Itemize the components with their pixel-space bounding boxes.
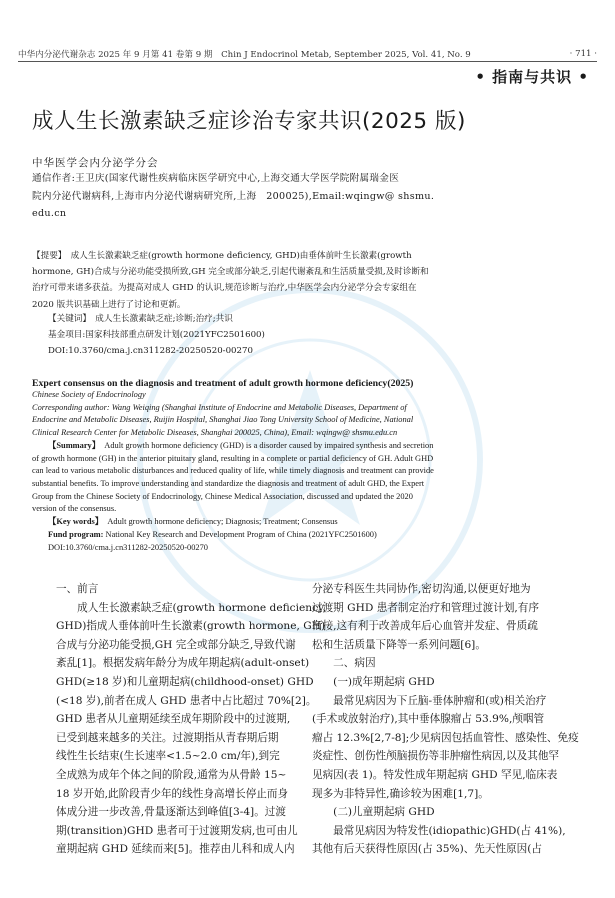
text-line: 最常见病因为特发性(idiopathic)GHD(占 41%), [312,824,566,837]
english-doi: DOI:10.3760/cma.j.cn311282-20250520-00270 [48,542,208,552]
fund-label: Fund program: [48,529,104,539]
text-line: 合成与分泌功能受损,GH 完全或部分缺乏,导致代谢 [56,638,296,651]
text-line: version of the consensus. [32,504,117,514]
summary-first-line [48,440,588,453]
text-line: 线性生长结束(生长速率<1.5~2.0 cm/年),到完 [56,750,280,763]
page-number: · 711 · [569,49,597,59]
english-title: Expert consensus on the diagnosis and treatment of adult growth hormone deficiency(2025) [32,378,414,389]
text-line: of growth hormone (GH) in the anterior pituitary gland, resulting in a complete or partial deficiency of GH. Adult GHD [32,453,434,463]
keywords-cn: 【关键词】 成人生长激素缺乏症;诊断;治疗;共识 [48,314,233,324]
doi-cn: DOI:10.3760/cma.j.cn311282-20250520-00270 [48,346,253,356]
text-line: 全成熟为成年个体之间的阶段,通常为从骨龄 15~ [56,768,287,781]
keywords-block-cn [48,311,265,359]
text-line: Endocrine and Metabolic Diseases, Ruijin Hospital, Shanghai Jiao Tong University School of Medicine, National [32,415,414,425]
text-line: 衔接,这有利于改善成年后心血管并发症、骨质疏 [312,620,538,633]
text-line: 其他有后天获得性原因(占 35%)、先天性原因(占 [312,843,542,856]
text-line: 紊乱[1]。根据发病年龄分为成年期起病(adult-onset) [56,657,310,670]
text-line: 过渡期 GHD 患者制定治疗和管理过渡计划,有序 [312,601,539,614]
text-line: (<18 岁),前者在成人 GHD 患者中占比超过 70%[2]。 [56,694,317,707]
text-line: 见病因(表 1)。特发性成年期起病 GHD 罕见,临床表 [312,768,558,781]
text-line: can lead to various metabolic disturbances and reduced quality of life, while timely diagnosis and treatment can provide [32,466,434,476]
english-keywords [48,516,588,529]
english-keywords-block [32,516,588,554]
text-line: 松和生活质量下降等一系列问题[6]。 [312,638,486,651]
article-title: 成人生长激素缺乏症诊治专家共识(2025 版) [32,109,466,134]
english-fund [48,529,588,542]
text-line: 18 岁开始,此阶段青少年的线性身高增长停止而身 [56,787,289,800]
text-line: 成人生长激素缺乏症(growth hormone deficiency, [56,601,326,614]
text-line: 现多为非特异性,确诊较为困难[1,7]。 [312,787,489,800]
text-line: 瘤占 12.3%[2,7-8];少见病因包括血管性、感染性、免疫 [312,731,579,744]
section-heading: 一、前言 [56,583,99,595]
text-line: 治疗可带来诸多获益。为提高对成人 GHD 的认识,规范诊断与治疗,中华医学会内分泌学分会专家组在 [32,283,417,294]
text-line: GHD(≥18 岁)和儿童期起病(childhood-onset) GHD [56,675,314,688]
section-heading: 二、病因 [312,657,376,670]
body-column-left [56,580,328,859]
text-line: GHD 患者从儿童期延续至成年期阶段中的过渡期, [56,713,291,726]
text-line: (手术或放射治疗),其中垂体腺瘤占 53.9%,颅咽管 [312,713,545,726]
english-summary [32,440,588,453]
abstract-cn [32,248,587,313]
journal-citation: 中华内分泌代谢杂志 2025 年 9 月第 41 卷第 9 期 Chin J Endocrinol Metab, September 2025, Vol. 41, No. 9 [18,50,471,60]
header-rule [18,61,597,62]
author-organization: 中华医学会内分泌学分会 [32,157,159,169]
text-line: edu.cn [32,208,67,219]
corresponding-author-cn [32,170,587,223]
running-header [18,46,597,62]
text-line: Adult growth hormone deficiency (GHD) is a disorder caused by impaired synthesis and secretion [95,440,434,450]
text-line: 院内分泌代谢病科,上海市内分泌代谢病研究所,上海 200025),Email:wqingw@ shsmu. [32,190,435,202]
keywords-text: Adult growth hormone deficiency; Diagnosis; Treatment; Consensus [98,517,338,527]
society-line: Chinese Society of Endocrinology [32,390,146,399]
text-line: Clinical Research Center for Metabolic Diseases, Shanghai 200025, China), Email: wqingw@ shsmu.edu.cn [32,428,398,438]
english-abstract [32,378,588,554]
text-line: substantial benefits. To improve understanding and standardize the diagnosis and treatment of adult GHD, the Expert [32,478,425,488]
keywords-label: 【Key words】 [48,517,99,527]
text-line: 体成分进一步改善,骨量逐渐达到峰值[3-4]。过渡 [56,806,286,819]
text-line: Corresponding author: Wang Weiqing (Shanghai Institute of Endocrine and Metabolic Diseases, Department of [32,402,407,412]
text-line: hormone, GH)合成与分泌功能受损所致,GH 完全或部分缺乏,引起代谢紊乱和生活质量受损,及时诊断和 [32,267,429,278]
text-line: 通信作者:王卫庆(国家代谢性疾病临床医学研究中心,上海交通大学医学院附属瑞金医 [32,173,400,184]
body-column-right [312,580,584,859]
section-tag: • 指南与共识 • [475,68,589,86]
text-line: Group from the Chinese Society of Endocrinology, Chinese Medical Association, discussed and updated the 2020 [32,491,413,501]
text-line: 童期起病 GHD 延续而来[5]。推荐由儿科和成人内 [56,843,295,856]
text-line: 炎症性、创伤性颅脑损伤等非肿瘤性病因,以及其他罕 [312,750,560,763]
text-line: 【提要】 成人生长激素缺乏症(growth hormone deficiency, GHD)由垂体前叶生长激素(growth [32,251,412,261]
text-line: 期(transition)GHD 患者可于过渡期发病,也可由儿 [56,824,298,837]
text-line: 最常见病因为下丘脑-垂体肿瘤和(或)相关治疗 [312,694,547,707]
english-summary-body [32,453,588,517]
text-line: 分泌专科医生共同协作,密切沟通,以便更好地为 [312,583,531,595]
fund-cn: 基金项目:国家科技部重点研发计划(2021YFC2501600) [48,330,265,340]
subsection-heading: (二)儿童期起病 GHD [312,806,435,819]
summary-label: 【Summary】 [48,440,96,450]
text-line: 已受到越来越多的关注。过渡期指从青春期后期 [56,731,279,744]
text-line: GHD)指成人垂体前叶生长激素(growth hormone, GH) [56,620,326,633]
fund-text: National Key Research and Development Program of China (2021YFC2501600) [103,529,377,539]
text-line: 2020 版共识基础上进行了讨论和更新。 [32,299,186,310]
english-society [32,389,588,440]
subsection-heading: (一)成年期起病 GHD [312,675,435,688]
